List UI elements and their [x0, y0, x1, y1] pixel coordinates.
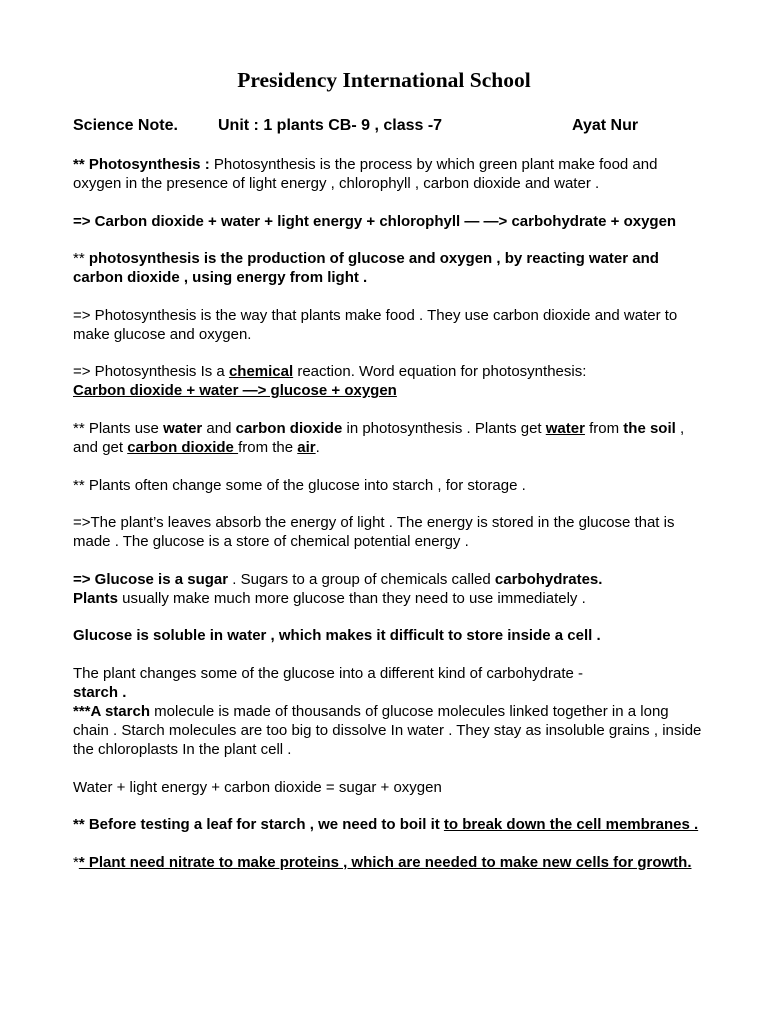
break-cell-membranes: to break down the cell membranes . [443, 816, 699, 834]
paragraph-way-plants-make-food: => Photosynthesis is the way that plants make food . They use carbon dioxide and water to make glucose and oxygen. [73, 306, 678, 343]
soil-word: the soil [623, 419, 676, 437]
paragraph-photosynthesis-definition [73, 155, 703, 193]
photosynthesis-definition: Photosynthesis is the process by which green plant make food and oxygen in the presence of light energy , chlorophyll , carbon dioxide and water . [73, 156, 658, 192]
starch-word: starch . [73, 683, 127, 701]
paragraph-starch [73, 664, 703, 759]
paragraph-carbohydrate-equation: => Carbon dioxide + water + light energy + chlorophyll — —> carbohydrate + oxygen [73, 212, 677, 230]
text-segment: . Sugars to a group of chemicals called [228, 570, 495, 588]
text-segment: from [584, 419, 624, 437]
word-equation: Carbon dioxide + water —> glucose + oxygen [73, 382, 397, 400]
paragraph-nitrate [73, 853, 703, 872]
text-segment: The plant changes some of the glucose into a different kind of carbohydrate - [73, 664, 584, 682]
nitrate-text: * Plant need nitrate to make proteins , which are needed to make new cells for growth. [78, 853, 692, 871]
water-underlined: water [545, 419, 585, 437]
water-word: water [163, 419, 203, 437]
text-segment: usually make much more glucose than they need to use immediately . [118, 589, 586, 607]
text-segment: molecule is made of thousands of glucose molecules linked together in a long chain . Starch molecules are too big to dissolve In water . They stay as insoluble grains , inside the chloroplasts In the plant cell . [73, 702, 702, 758]
note-label: Science Note. [73, 117, 178, 134]
text-segment: and [202, 419, 236, 437]
text-segment: from the [238, 438, 298, 456]
glucose-sugar-heading: => Glucose is a sugar [73, 570, 229, 588]
starch-heading: ***A starch [73, 702, 150, 720]
paragraph-word-equation-sugar: Water + light energy + carbon dioxide = sugar + oxygen [73, 778, 442, 796]
carbon-dioxide-word: carbon dioxide [235, 419, 343, 437]
paragraph-testing-leaf [73, 815, 703, 834]
plants-word: Plants [73, 589, 119, 607]
paragraph-production-glucose [73, 249, 703, 287]
paragraph-glucose-is-sugar [73, 570, 703, 608]
text-segment: reaction. Word equation for photosynthesis: [293, 363, 587, 381]
text-segment: in photosynthesis . Plants get [342, 419, 546, 437]
school-title: Presidency International School [237, 68, 531, 92]
unit-label: Unit : 1 plants CB- 9 , class -7 [218, 117, 443, 134]
carbohydrates-word: carbohydrates. [494, 570, 603, 588]
text-segment: ** Plants use [73, 419, 164, 437]
chemical-word: chemical [228, 363, 294, 381]
photosynthesis-heading: ** Photosynthesis : [73, 156, 210, 173]
asterisk-prefix: * [73, 853, 79, 871]
paragraph-plants-use-water [73, 419, 703, 457]
paragraph-glucose-to-starch: ** Plants often change some of the glucose into starch , for storage . [73, 476, 526, 494]
paragraph-glucose-soluble: Glucose is soluble in water , which makes it difficult to store inside a cell . [73, 627, 601, 645]
carbon-dioxide-underlined: carbon dioxide [127, 438, 239, 456]
paragraph-leaves-absorb-light: =>The plant’s leaves absorb the energy of light . The energy is stored in the glucose that is made . The glucose is a store of chemical potential energy . [73, 514, 675, 551]
text-segment: => Photosynthesis Is a [73, 363, 229, 381]
text-segment: . [315, 438, 320, 456]
note-content [73, 155, 703, 890]
production-text: photosynthesis is the production of glucose and oxygen , by reacting water and carbon dioxide , using energy from light . [73, 250, 659, 287]
paragraph-chemical-reaction [73, 362, 703, 400]
air-word: air [297, 438, 316, 456]
text-segment: , and get [73, 419, 685, 456]
asterisk-prefix: ** [73, 250, 89, 268]
author-name: Ayat Nur [572, 117, 639, 134]
text-segment: ** Before testing a leaf for starch , we need to boil it [73, 816, 444, 834]
